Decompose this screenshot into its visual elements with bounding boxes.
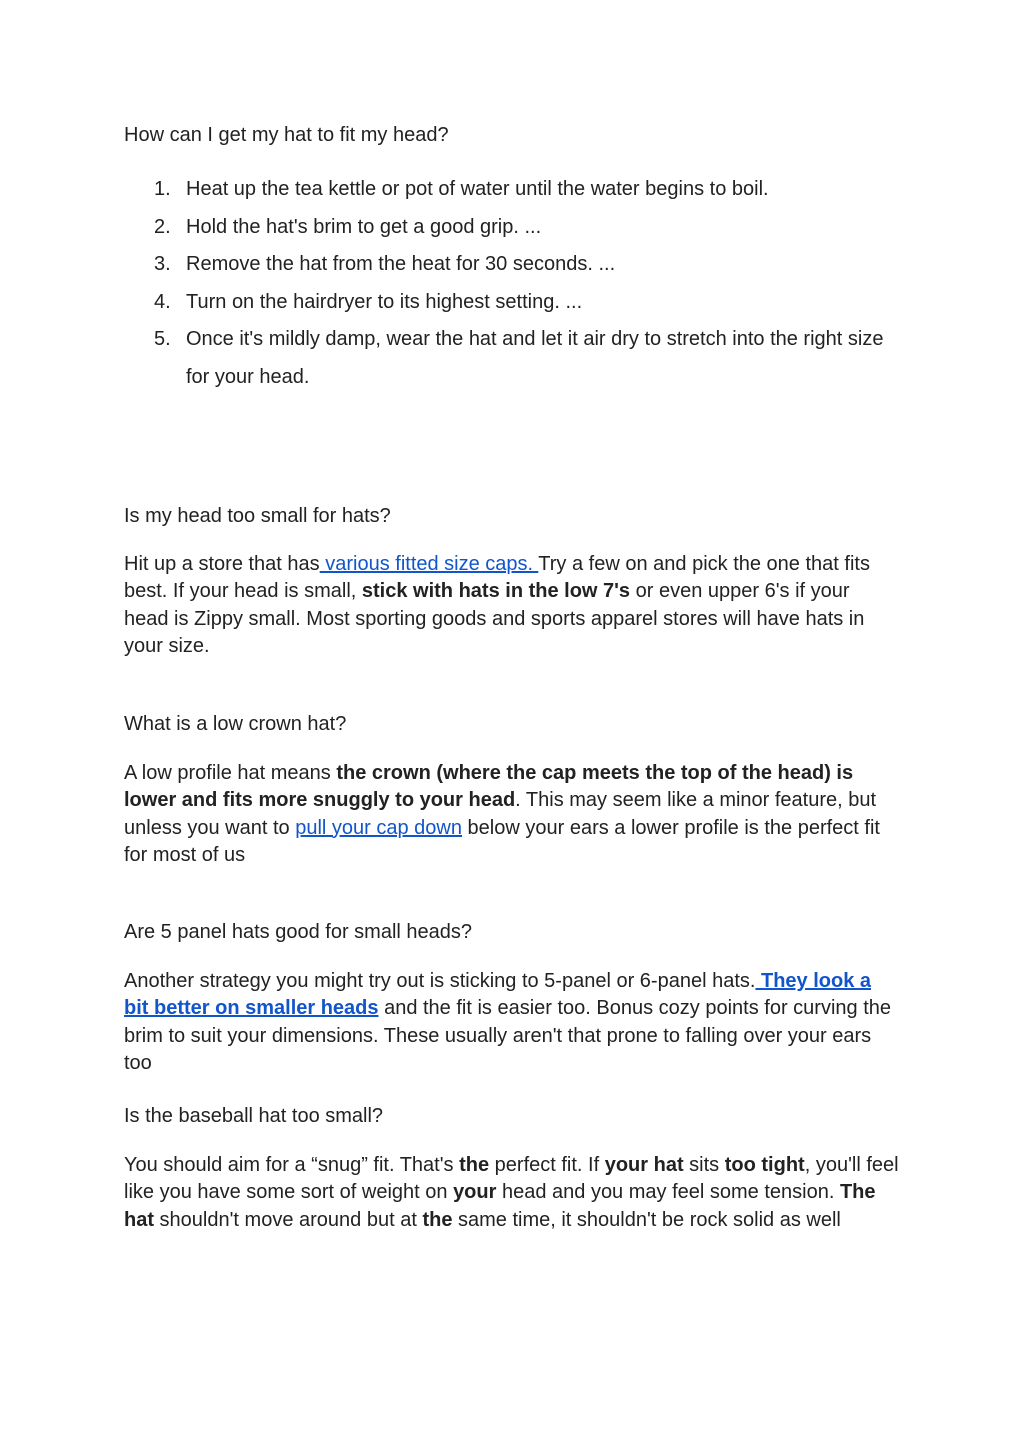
text-run: perfect fit. If [489, 1154, 605, 1176]
list-number: 1. [154, 178, 171, 200]
heading-small-head: Is my head too small for hats? [124, 505, 391, 527]
list-item-text: Hold the hat's brim to get a good grip. ... [186, 215, 542, 238]
list-number: 3. [154, 253, 171, 275]
text-run: Try a few on and pick the one that fits best. If your head is small, [124, 553, 870, 603]
list-item-text: Once it's mildly damp, wear the hat and let it air dry to stretch into the right size for your head. [186, 328, 884, 388]
list-item [124, 246, 884, 284]
bold-text: the crown (where the cap meets the top of the head) is lower and fits more snuggly to your head [124, 762, 854, 812]
heading-five-panel: Are 5 panel hats good for small heads? [124, 921, 472, 943]
text-run: . This may seem like a minor feature, but unless you want to [124, 789, 877, 839]
paragraph-five-panel [124, 968, 899, 1077]
list-item-text: Turn on the hairdryer to its highest setting. ... [186, 290, 583, 313]
paragraph-low-crown [124, 760, 899, 869]
bold-text: the [459, 1154, 490, 1176]
paragraph-baseball [124, 1152, 899, 1234]
text-run: same time, it shouldn't be rock solid as well [452, 1208, 841, 1231]
bold-text: stick with hats in the low 7's [361, 580, 631, 603]
text-run: head and you may feel some tension. [496, 1181, 840, 1204]
text-run: , you'll feel like you have some sort of weight on [124, 1154, 899, 1204]
text-run: A low profile hat means [124, 762, 337, 784]
text-run: and the fit is easier too. Bonus cozy points for curving the brim to suit your dimensions. These usually aren't that prone to falling over your ears too [124, 997, 892, 1074]
text-run: sits [683, 1154, 725, 1176]
list-number: 4. [154, 290, 171, 313]
bold-text: The hat [124, 1181, 876, 1231]
text-run: Hit up a store that has [124, 553, 320, 575]
bold-text: your [453, 1181, 497, 1204]
list-item [124, 209, 884, 247]
bold-text: too tight [724, 1154, 805, 1176]
text-run: below your ears a lower profile is the perfect fit for most of us [124, 816, 880, 866]
list-item [124, 321, 884, 396]
bold-text: the [422, 1208, 453, 1231]
text-run: shouldn't move around but at [154, 1208, 423, 1231]
paragraph-small-head [124, 551, 899, 660]
list-item-text: Remove the hat from the heat for 30 seconds. ... [186, 253, 616, 275]
smaller-heads-link[interactable]: They look a bit better on smaller heads [124, 970, 872, 1020]
list-item [124, 284, 884, 322]
heading-fit: How can I get my hat to fit my head? [124, 124, 449, 146]
text-run: or even upper 6's if your head is Zippy small. Most sporting goods and sports apparel stores will have hats in your size. [124, 580, 865, 657]
list-number: 5. [154, 328, 171, 350]
steps-list [124, 171, 884, 396]
fitted-caps-link[interactable]: various fitted size caps. [319, 553, 539, 575]
list-item-text: Heat up the tea kettle or pot of water until the water begins to boil. [186, 178, 769, 200]
bold-text: your hat [604, 1154, 684, 1176]
text-run: You should aim for a “snug” fit. That's [124, 1154, 460, 1176]
pull-cap-down-link[interactable]: pull your cap down [295, 816, 462, 839]
heading-baseball: Is the baseball hat too small? [124, 1105, 384, 1127]
list-item [124, 171, 884, 209]
heading-low-crown: What is a low crown hat? [124, 713, 347, 735]
list-number: 2. [154, 215, 171, 238]
text-run: Another strategy you might try out is sticking to 5-panel or 6-panel hats. [124, 970, 756, 992]
